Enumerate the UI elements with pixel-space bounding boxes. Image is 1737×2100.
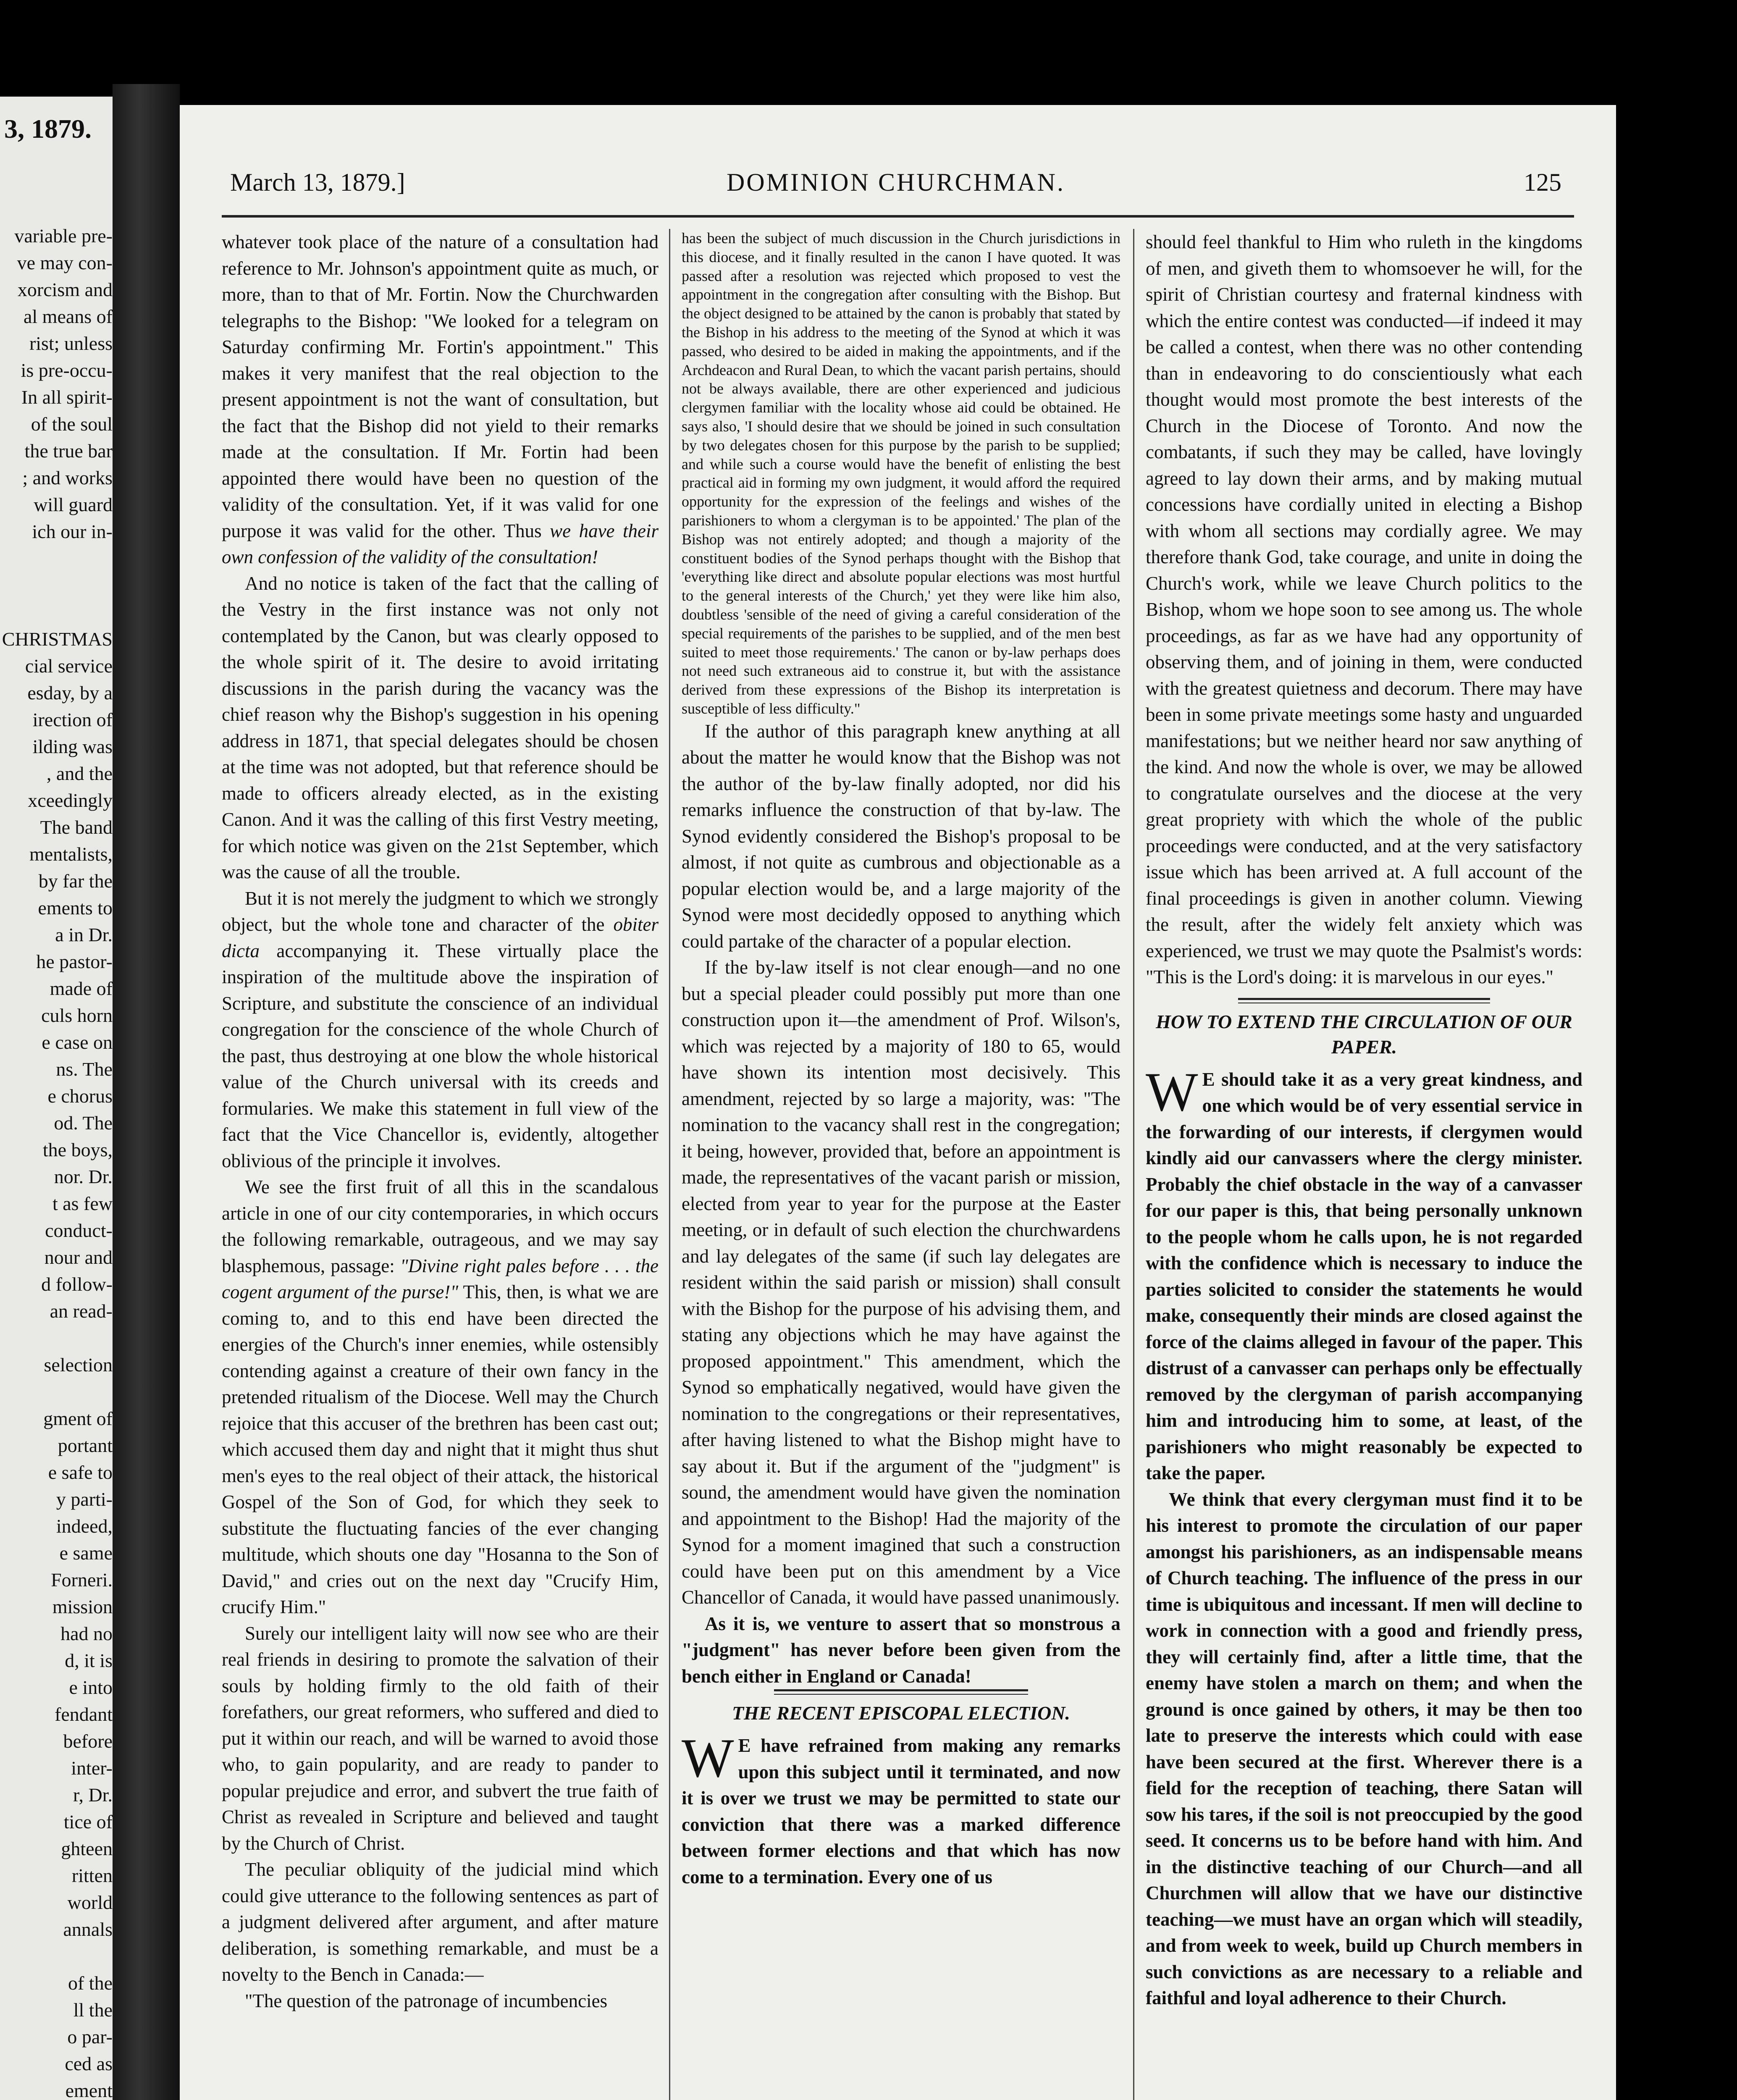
previous-page-line: indeed, <box>56 1515 113 1537</box>
previous-page-line: is pre-occu- <box>21 360 113 381</box>
previous-page-line: d follow- <box>41 1273 113 1295</box>
section-rule <box>1238 998 1490 1003</box>
previous-page-line: a in Dr. <box>55 924 113 945</box>
previous-page-line: ced as <box>65 2053 113 2074</box>
previous-page-line: world <box>67 1892 113 1913</box>
publication-title: DOMINION CHURCHMAN. <box>726 168 1065 196</box>
previous-page-line: the true bar <box>24 440 113 462</box>
previous-page-line: ich our in- <box>32 521 113 542</box>
previous-page-line: t as few <box>52 1193 113 1214</box>
previous-page-line: ghteen <box>61 1838 113 1859</box>
column-1 <box>222 229 659 2014</box>
previous-page-line: cial service <box>25 655 113 677</box>
drop-cap: W <box>682 1727 734 1789</box>
section-heading-circulation: HOW TO EXTEND THE CIRCULATION OF OUR PAPER. <box>1156 1011 1572 1058</box>
previous-page-line: xorcism and <box>17 279 113 300</box>
paragraph: Surely our intelligent laity will now see who are their real friends in desiring to promote the salvation of their souls by holding firmly to the old faith of their forefathers, our great reformers, who suffered and died to put it within our reach, and will be warned to avoid those who, to gain popularity, and are ready to pander to popular prejudice and error, and subvert the true faith of Christ as revealed in Scripture and believed and taught by the Church of Christ. <box>222 1622 659 1854</box>
paragraph: W E should take it as a very great kindness, and one which would be of very essential service in the forwarding of our interests, if clergymen would kindly aid our canvassers where the clergy minister. Probably the chief obstacle in the way of a canvasser for our paper is this, that being personally unknown to the people whom he calls upon, he is not regarded with the confidence which is necessary to induce the parties solicited to consider the statements he would make, consequently their minds are closed against the force of the claims alleged in favour of the paper. This distrust of a canvasser can perhaps only be effectually removed by the clergyman of parish accompanying him and introducing him to some, at least, of the parishioners who might reasonably be expected to take the paper. <box>1146 1060 1582 1483</box>
paragraph: As it is, we venture to assert that so monstrous a "judgment" has never before been given from the bench either in England or Canada! <box>682 1613 1120 1687</box>
previous-page-line: irection of <box>32 709 113 730</box>
previous-page-line: d, it is <box>65 1650 113 1671</box>
previous-page-line: ve may con- <box>17 252 113 273</box>
previous-page-line: xceedingly <box>28 790 113 811</box>
previous-page-line: ns. The <box>56 1058 113 1080</box>
previous-page-line: o par- <box>67 2026 113 2048</box>
previous-page-line: e same <box>59 1542 113 1564</box>
previous-page-line: will guard <box>34 494 113 515</box>
column-rule <box>1133 229 1134 2100</box>
column-rule <box>669 229 670 2100</box>
previous-page-header: 3, 1879. <box>4 114 92 144</box>
running-head <box>230 168 1561 214</box>
previous-page-line: he pastor- <box>36 951 113 972</box>
previous-page-line: od. The <box>54 1112 113 1134</box>
previous-page-line: ll the <box>73 1999 113 2021</box>
column-2 <box>682 229 1120 1890</box>
previous-page-line: e chorus <box>47 1085 113 1107</box>
section-rule <box>774 1689 1028 1695</box>
paragraph: whatever took place of the nature of a consultation had reference to Mr. Johnson's appointment quite as much, or more, than to that of Mr. Fortin. Now the Churchwarden telegraphs to the Bishop: "We looked for a telegram on Saturday confirming Mr. Fortin's appointment." This makes it very manifest that the real objection to the present appointment is not the want of consultation, but the fact that the Bishop did not yield to their remarks made at the consultation. If Mr. Fortin had been appointed there would have been no question of the validity of the consultation. Yet, if it was valid for one purpose it was valid for the other. Thus we have their own confession of the validity of the consultation! <box>222 231 659 567</box>
previous-page-line: r, Dr. <box>73 1784 113 1806</box>
previous-page-line <box>0 572 113 599</box>
previous-page-line: ilding was <box>32 736 113 757</box>
previous-page-line: ements to <box>38 897 113 919</box>
previous-page-line: variable pre- <box>14 225 113 247</box>
previous-page-line: The band <box>40 816 113 838</box>
previous-page-line <box>0 1943 113 1970</box>
previous-page-line <box>0 545 113 572</box>
section-heading-episcopal-election: THE RECENT EPISCOPAL ELECTION. <box>732 1702 1071 1724</box>
previous-page-line: nour and <box>44 1247 113 1268</box>
paragraph: We see the first fruit of all this in the scandalous article in one of our city contemporaries, in which occurs the following remarkable, outrageous, and we may say blasphemous, passage: "Divine right pales before . . . the cogent argument of the purse!" This, then, is what we are coming to, and to this end have been directed the energies of the Church's inner enemies, while ostensibly contending against a creature of their own fancy in the pretended ritualism of the Diocese. Well may the Church rejoice that this accuser of the brethren has been cast out; which accused them day and night that it might thus shut men's eyes to the real object of their attack, the historical Gospel of the Son of God, for which they seek to substitute the fluctuating fancies of the ever changing multitude, which shouts one day "Hosanna to the Son of David," and cries out on the next day "Crucify Him, crucify Him." <box>222 1176 659 1617</box>
previous-page-line: gment of <box>43 1408 113 1429</box>
previous-page-line: before <box>63 1730 113 1752</box>
issue-date: March 13, 1879.] <box>230 168 405 196</box>
previous-page-line: annals <box>63 1919 113 1940</box>
previous-page-line: the boys, <box>42 1139 113 1160</box>
previous-page-line: ; and works <box>22 467 113 488</box>
previous-page-line: e safe to <box>48 1462 113 1483</box>
previous-page-line: rist; unless <box>29 333 113 354</box>
previous-page-line: ement <box>65 2080 113 2100</box>
paragraph: And no notice is taken of the fact that the calling of the Vestry in the first instance was not only not contemplated by the Canon, but was clearly opposed to the whole spirit of it. The desire to avoid irritating discussions in the parish during the vacancy was the chief reason why the Bishop's suggestion in his opening address in 1871, that special delegates should be chosen at the time was not adopted, but that reference should be made to officers already elected, as in the existing Canon. And it was the calling of this first Vestry meeting, for which notice was given on the 21st September, which was the cause of all the trouble. <box>222 572 659 882</box>
previous-page-line: of the <box>68 1972 113 1994</box>
previous-page-line: inter- <box>71 1757 113 1779</box>
previous-page-line <box>0 599 113 626</box>
previous-page-line: e into <box>69 1677 113 1698</box>
paragraph: If the author of this paragraph knew anything at all about the matter he would know that the Bishop was not the author of the by-law finally adopted, nor did his remarks influence the construction of that by-law. The Synod evidently considered the Bishop's proposal to be almost, if not quite as cumbrous and objectionable as a popular election would be, and a large majority of the Synod were most decidedly opposed to anything which could partake of the character of a popular election. <box>682 720 1120 952</box>
previous-page-line: of the soul <box>31 413 113 435</box>
newspaper-page <box>180 105 1616 2100</box>
previous-page-line: culs horn <box>41 1005 113 1026</box>
previous-page-line <box>0 1325 113 1352</box>
previous-page-line: made of <box>50 978 113 999</box>
paragraph: should feel thankful to Him who ruleth in the kingdoms of men, and giveth them to whomsoever he will, for the spirit of Christian courtesy and fraternal kindness with which the entire contest was conducted—if indeed it may be called a contest, when there was no other contending than in endeavoring to do conscientiously what each thought would most promote the best interests of the Church in the Diocese of Toronto. And now the combatants, if such they may be called, have lovingly agreed to lay down their arms, and by making mutual concessions have cordially united in electing a Bishop with whom all sections may cordially agree. We may therefore thank God, take courage, and unite in doing the Church's work, while we leave Church politics to the Bishop, whom we hope soon to see among us. The whole proceedings, as far as we have had any opportunity of observing them, and of joining in them, were conducted with the greatest quietness and decorum. There may have been in some private meetings some hasty and unguarded manifestations; but we neither heard nor saw anything of the kind. And now the whole is over, we may be allowed to congratulate ourselves and the diocese at the very great propriety with which the whole of the public proceedings were conducted, and at the very satisfactory issue which has been arrived at. A full account of the final proceedings is given in another column. Viewing the result, after the widely felt anxiety which was experienced, we trust we may quote the Psalmist's words: "This is the Lord's doing: it is marvelous in our eyes." <box>1146 231 1582 987</box>
previous-page-line: , and the <box>46 763 113 784</box>
previous-page-fragment <box>0 97 113 2100</box>
previous-page-line: mentalists, <box>29 843 113 865</box>
previous-page-text <box>0 223 113 2100</box>
previous-page-line: had no <box>60 1623 113 1644</box>
paragraph: We think that every clergyman must find it to be his interest to promote the circulation of our paper amongst his parishioners, as an indispensable means of Church teaching. The influence of the press in our time is ubiquitous and incessant. If men will decline to work in connection with a good and friendly press, they will certainly find, after a little time, that the enemy have stolen a march on them; and when the ground is once gained by others, it may be then too late to preserve the interests which could with ease have been secured at the first. Wherever there is a field for the reception of teaching, there Satan will sow his tares, if the soil is not preoccupied by the good seed. It concerns us to be before hand with him. And in the distinctive teaching of our Church—and all Churchmen will allow that we have our distinctive teaching—we must have an organ which will steadily, and from week to week, build up Church members in such convictions as are necessary to a reliable and faithful and loyal adherence to their Church. <box>1146 1488 1582 2008</box>
previous-page-line: Forneri. <box>51 1569 113 1591</box>
previous-page-line: y parti- <box>56 1488 113 1510</box>
previous-page-line: selection <box>44 1354 113 1376</box>
book-gutter <box>113 84 180 2100</box>
previous-page-line: CHRISTMAS <box>2 628 113 650</box>
previous-page-line <box>0 1378 113 1405</box>
previous-page-line: al means of <box>23 306 113 327</box>
previous-page-line: ritten <box>71 1865 113 1886</box>
paragraph: "The question of the patronage of incumbencies <box>245 1990 608 2011</box>
previous-page-line: In all spirit- <box>21 386 113 408</box>
previous-page-line: by far the <box>38 870 113 892</box>
previous-page-line: an read- <box>50 1300 113 1322</box>
paragraph: But it is not merely the judgment to which we strongly object, but the whole tone and character of the obiter dicta accompanying it. These virtually place the inspiration of the multitude above the inspiration of Scripture, and substitute the conscience of an individual congregation for the conscience of the whole Church of the past, thus destroying at one blow the whole historical value of the Church universal with its creeds and formularies. We make this statement in full view of the fact that the Vice Chancellor is, evidently, altogether oblivious of the principle it involves. <box>222 887 659 1171</box>
previous-page-line: tice of <box>63 1811 113 1832</box>
quoted-judgment: has been the subject of much discussion in the Church jurisdictions in this diocese, and it finally resulted in the canon I have quoted. It was passed after a resolution was rejected which proposed to vest the appointment in the congregation after consulting with the Bishop. But the object designed to be attained by the canon is probably that stated by the Bishop in his address to the meeting of the Synod at which it was passed, who desired to be aided in making the appointments, and if the Archdeacon and Rural Dean, to which the vacant parish pertains, should not be always available, there are other experienced and judicious clergymen familiar with the locality whose aid could be obtained. He says also, 'I should desire that we should be joined in such consultation by two delegates chosen for this purpose by the parish to be supplied; and while such a course would have the benefit of enlisting the best practical aid in forming my own judgment, it would afford the required opportunity for the expression of the feelings and wishes of the parishioners to whom a clergyman is to be appointed.' The plan of the Bishop was not entirely adopted; and though a majority of the constituent bodies of the Synod perhaps thought with the Bishop that 'everything like direct and absolute popular elections was most hurtful to the general interests of the Church,' yet they were like him also, doubtless 'sensible of the need of giving a careful consideration of the special requirements of the parishes to be supplied, and of the men best suited to meet those requirements.' The canon or by-law perhaps does not need such extraneous aid to construe it, but with the assistance derived from these expressions of the Bishop its interpretation is susceptible of less difficulty." <box>682 230 1120 717</box>
previous-page-line: esday, by a <box>27 682 113 704</box>
previous-page-line: portant <box>58 1435 113 1456</box>
previous-page-line: conduct- <box>45 1220 113 1241</box>
header-rule <box>222 215 1574 218</box>
paragraph: The peculiar obliquity of the judicial mind which could give utterance to the following sentences as part of a judgment delivered after argument, and after mature deliberation, is something remarkable, and must be a novelty to the Bench in Canada:— <box>222 1859 659 1985</box>
previous-page-line: nor. Dr. <box>54 1166 113 1187</box>
column-3 <box>1146 229 1582 2011</box>
previous-page-line: mission <box>52 1596 113 1617</box>
page-number: 125 <box>1524 168 1561 196</box>
previous-page-line: e case on <box>42 1032 113 1053</box>
previous-page-line: fendant <box>55 1704 113 1725</box>
paragraph: If the by-law itself is not clear enough—and no one but a special pleader could possibly put more than one construction upon it—the amendment of Prof. Wilson's, which was rejected by a majority of 180 to 65, would have shown its intention most decisively. This amendment, rejected by so large a majority, was: "The nomination to the vacancy shall rest in the congregation; it being, however, provided that, before an appointment is made, the representatives of the vacant parish or mission, elected from year to year for the purpose at the Easter meeting, or in default of such election the churchwardens and lay delegates of the same (if such lay delegates are resident within the said parish or mission) shall consult with the Bishop for the purpose of his advising them, and stating any objections which he may have against the proposed appointment." This amendment, which the Synod so emphatically negatived, would have given the nomination to the congregations or their representatives, after having listened to what the Bishop might have to say about it. But if the argument of the "judgment" is sound, the amendment would have given the nomination and appointment to the Bishop! Had the majority of the Synod for a moment imagined that such a construction could have been put on this amendment by a Vice Chancellor of Canada, it would have passed unanimously. <box>682 957 1120 1608</box>
paragraph: W E have refrained from making any remarks upon this subject until it terminated, and now it is over we trust we may be permitted to state our conviction that there was a marked difference between former elections and that which has now come to a termination. Every one of us <box>682 1727 1120 1887</box>
drop-cap: W <box>1146 1060 1198 1123</box>
